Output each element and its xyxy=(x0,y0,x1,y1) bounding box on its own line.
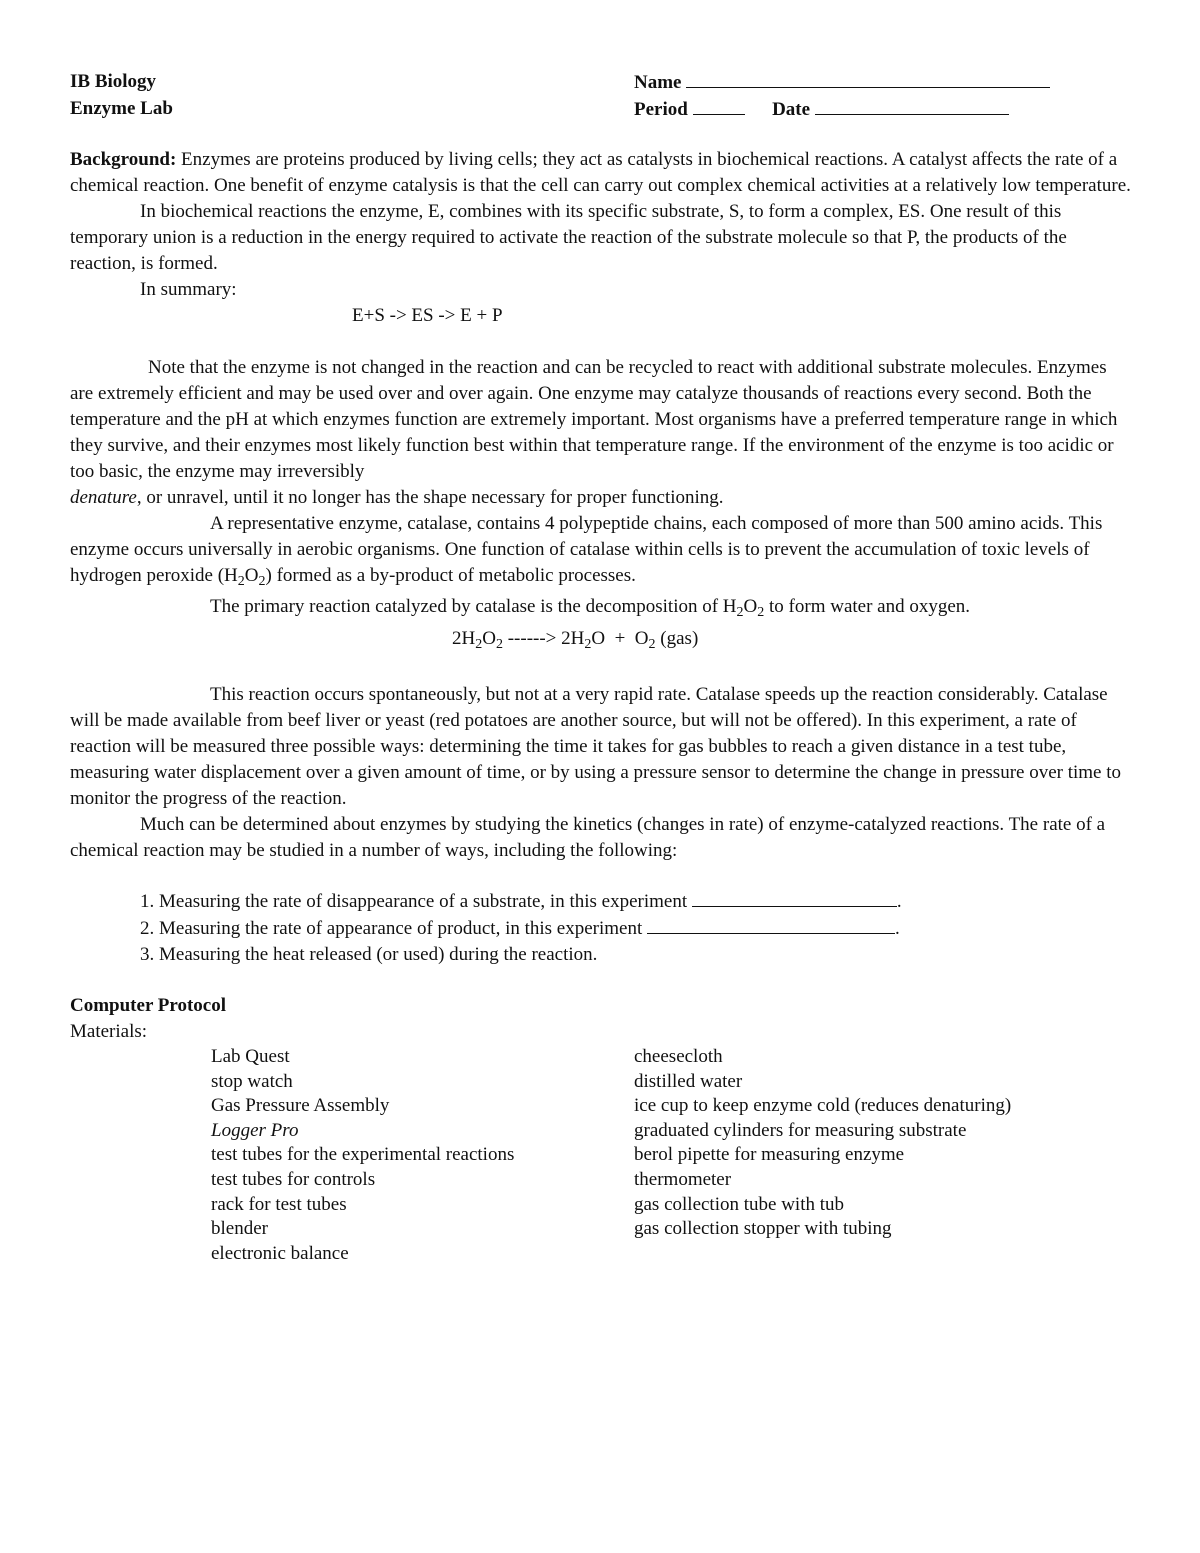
rx-a-sub2: 2 xyxy=(495,637,503,652)
rate-methods-list xyxy=(70,888,1132,968)
name-label: Name xyxy=(634,72,682,93)
p4-text: A representative enzyme, catalase, contains 4 polypeptide chains, each composed of more than 500 amino acids. This enzyme occurs universally in aerobic organisms. One function of catalase within cells is to prevent the accumulation of toxic levels of hydrogen peroxide (H xyxy=(70,513,1103,586)
background-paragraph-5 xyxy=(70,594,1132,620)
materials-label: Materials: xyxy=(70,1021,148,1042)
summary-label: In summary: xyxy=(140,279,237,300)
p4-mid: O xyxy=(244,565,259,586)
background-text-3-end: , or unravel, until it no longer has the shape necessary for proper functioning. xyxy=(136,487,724,508)
background-paragraph-7: Much can be determined about enzymes by studying the kinetics (changes in rate) of enzyme-catalyzed reactions. The rate of a chemical reaction may be studied in a number of ways, including the following: xyxy=(70,814,1106,861)
method-1-text: 1. Measuring the rate of disappearance of a substrate, in this experiment xyxy=(140,891,688,912)
background-paragraph-6: This reaction occurs spontaneously, but not at a very rapid rate. Catalase speeds up the reaction considerably. Catalase will be made available from beef liver or yeast (red potatoes are another source, but will not be offered). In this experiment, a rate of reaction will be measured three possible ways: determining the time it takes for gas bubbles to reach a given distance in a test tube, measuring water displacement over a given amount of time, or by using a pressure sensor to determine the change in pressure over time to monitor the progress of the reaction. xyxy=(70,684,1122,809)
method-3-text: 3. Measuring the heat released (or used) during the reaction. xyxy=(140,944,598,965)
method-1-blank[interactable] xyxy=(692,888,897,907)
rx-c-end: (gas) xyxy=(655,628,699,649)
material-item: ice cup to keep enzyme cold (reduces denaturing) xyxy=(634,1095,1012,1117)
material-item: Logger Pro xyxy=(211,1119,299,1141)
method-2-end: . xyxy=(895,918,900,939)
background-text-3: Note that the enzyme is not changed in the reaction and can be recycled to react with additional substrate molecules. Enzymes are extremely efficient and may be used over and over again. One enzyme may catalyze thousands of reactions every second. Both the temperature and the pH at which enzymes function are extremely important. Most organisms have a preferred temperature range in which they survive, and their enzymes most likely function best within that temperature range. If the environment of the enzyme is too acidic or too basic, the enzyme may irreversibly xyxy=(70,357,1118,482)
material-item: test tubes for controls xyxy=(211,1168,376,1190)
p4-sub2: 2 xyxy=(258,574,266,589)
protocol-title: Computer Protocol xyxy=(70,995,227,1016)
background-text-1: Enzymes are proteins produced by living cells; they act as catalysts in biochemical reactions. A catalyst affects the rate of a chemical reaction. One benefit of enzyme catalysis is that the cell can carry out complex chemical activities at a relatively low temperature. xyxy=(70,149,1131,196)
rx-a-sub1: 2 xyxy=(475,637,483,652)
material-item: stop watch xyxy=(211,1070,293,1092)
rx-c-sub: 2 xyxy=(648,637,656,652)
material-item: thermometer xyxy=(634,1168,732,1190)
background-label: Background: xyxy=(70,149,177,170)
p4-sub1: 2 xyxy=(237,574,245,589)
lab-title: Enzyme Lab xyxy=(70,98,173,119)
name-field[interactable] xyxy=(634,69,1050,96)
method-item-1 xyxy=(140,888,1132,915)
period-blank[interactable] xyxy=(693,96,745,115)
method-1-end: . xyxy=(896,891,902,912)
material-item: distilled water xyxy=(634,1070,743,1092)
background-paragraph-4 xyxy=(70,511,1132,589)
p5-end: to form water and oxygen. xyxy=(764,596,971,617)
course-title: IB Biology xyxy=(70,71,157,92)
method-2-text: 2. Measuring the rate of appearance of product, in this experiment xyxy=(140,918,643,939)
p4-end: ) formed as a by-product of metabolic processes. xyxy=(265,565,636,586)
name-blank[interactable] xyxy=(686,69,1050,88)
materials-right-column xyxy=(634,1045,1011,1242)
p5-start: The primary reaction catalyzed by catalase is the decomposition of H xyxy=(210,596,737,617)
materials-left-column xyxy=(211,1045,514,1266)
header-row-2 xyxy=(70,96,1132,123)
material-item: cheesecloth xyxy=(634,1046,723,1067)
rx-a-mid: O xyxy=(482,628,496,649)
date-blank[interactable] xyxy=(815,96,1009,115)
method-item-3 xyxy=(140,942,1132,968)
material-item: Gas Pressure Assembly xyxy=(211,1095,390,1117)
material-item: rack for test tubes xyxy=(211,1193,347,1215)
materials-grid xyxy=(70,1045,1132,1275)
p5-mid: O xyxy=(743,596,758,617)
method-2-blank[interactable] xyxy=(647,915,895,934)
period-date-fields xyxy=(634,96,1009,123)
material-item: Lab Quest xyxy=(211,1046,290,1067)
p5-sub1: 2 xyxy=(736,605,744,620)
rx-b-sub: 2 xyxy=(584,637,592,652)
p5-sub2: 2 xyxy=(757,605,765,620)
material-item: test tubes for the experimental reactions xyxy=(211,1144,515,1166)
material-item: gas collection stopper with tubing xyxy=(634,1218,892,1240)
method-item-2 xyxy=(140,915,1132,942)
worksheet-page xyxy=(70,69,1132,1275)
material-item: berol pipette for measuring enzyme xyxy=(634,1144,905,1166)
material-item: graduated cylinders for measuring substrate xyxy=(634,1119,967,1141)
denature-term: denature xyxy=(70,487,137,508)
material-item: electronic balance xyxy=(211,1242,349,1264)
rx-a: 2H xyxy=(452,628,476,649)
rx-arrow: ------> 2H xyxy=(502,628,585,649)
rx-b-end: O + O xyxy=(591,628,649,649)
date-label: Date xyxy=(772,99,811,120)
background-paragraph-3 xyxy=(70,355,1132,511)
background-paragraph-1 xyxy=(70,147,1132,199)
header-row-1 xyxy=(70,69,1132,96)
summary-equation: E+S -> ES -> E + P xyxy=(352,305,503,326)
catalase-reaction xyxy=(70,626,1132,652)
material-item: blender xyxy=(211,1218,268,1240)
background-paragraph-2: In biochemical reactions the enzyme, E, combines with its specific substrate, S, to form a complex, ES. One result of this temporary union is a reduction in the energy required to activate the reaction of the substrate molecule so that P, the products of the reaction, is formed. xyxy=(70,201,1067,274)
material-item: gas collection tube with tub xyxy=(634,1193,845,1215)
period-label: Period xyxy=(634,99,688,120)
